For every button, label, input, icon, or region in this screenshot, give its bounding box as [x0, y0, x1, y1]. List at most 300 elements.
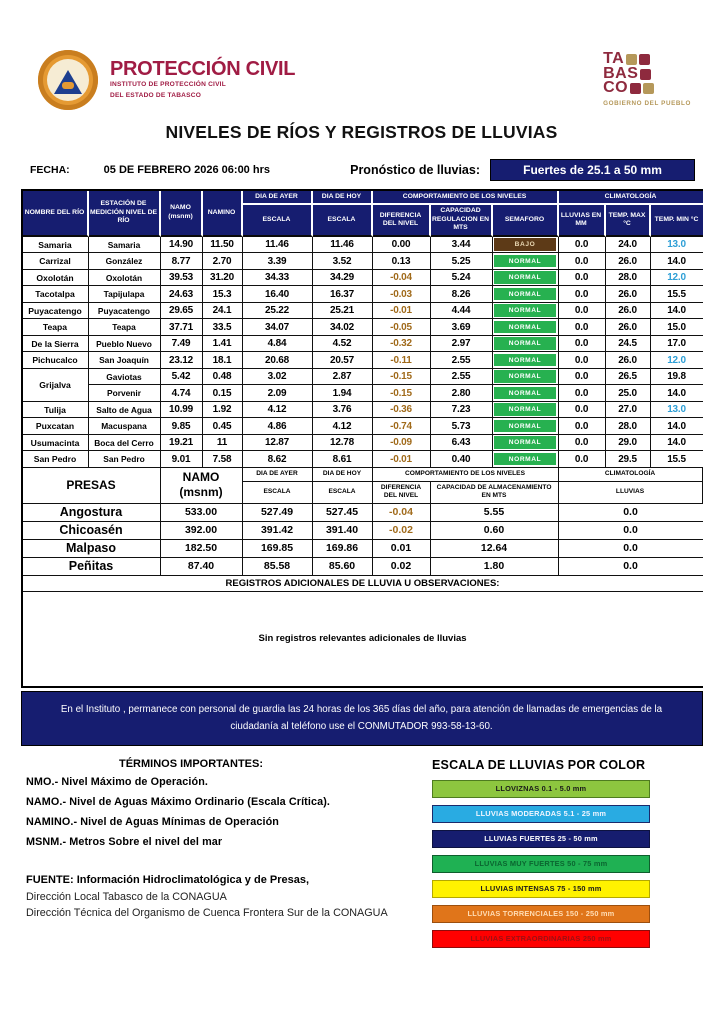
station-name: Porvenir: [89, 385, 161, 402]
regulation-capacity: 2.80: [431, 385, 493, 402]
presa-name: Peñitas: [23, 558, 161, 576]
namo-value: 37.71: [161, 319, 203, 336]
namino-value: 33.5: [203, 319, 243, 336]
col-presas-comportamiento: COMPORTAMIENTO DE LOS NIVELES: [373, 468, 559, 482]
today-scale: 34.29: [313, 270, 373, 287]
station-name: Macuspana: [89, 418, 161, 435]
today-scale: 2.87: [313, 369, 373, 386]
temp-max: 27.0: [606, 402, 651, 419]
sub-semaforo: SEMAFORO: [493, 205, 559, 236]
semaforo-cell: [493, 402, 559, 419]
river-name: Puxcatan: [23, 418, 89, 435]
regulation-capacity: 2.55: [431, 369, 493, 386]
yesterday-scale: 34.07: [243, 319, 313, 336]
presa-row: [23, 504, 703, 522]
temp-max: 26.0: [606, 286, 651, 303]
temp-max: 24.0: [606, 237, 651, 254]
rain-mm: 0.0: [559, 369, 606, 386]
temp-min: 17.0: [651, 336, 703, 353]
temp-min: 13.0: [651, 402, 703, 419]
col-nombre-rio: NOMBRE DEL RÍO: [23, 191, 89, 237]
today-scale: 8.61: [313, 451, 373, 468]
rain-mm: 0.0: [559, 237, 606, 254]
river-row: [23, 435, 703, 452]
semaforo-cell: [493, 418, 559, 435]
presas-sub-lluvias: LLUVIAS: [559, 482, 703, 504]
gobierno-caption: GOBIERNO DEL PUEBLO: [603, 100, 691, 108]
temp-max: 24.5: [606, 336, 651, 353]
namo-value: 19.21: [161, 435, 203, 452]
meta-row: [0, 159, 723, 181]
temp-max: 26.5: [606, 369, 651, 386]
presa-yesterday: 85.58: [243, 558, 313, 576]
station-name: Pueblo Nuevo: [89, 336, 161, 353]
term-item: NMO.- Nivel Máximo de Operación.: [26, 775, 208, 788]
namino-value: 0.48: [203, 369, 243, 386]
yesterday-scale: 34.33: [243, 270, 313, 287]
presa-name: Malpaso: [23, 540, 161, 558]
observaciones-text: Sin registros relevantes adicionales de lluvias: [23, 592, 703, 686]
namino-value: 24.1: [203, 303, 243, 320]
tabasco-glyph-icon: [643, 83, 654, 94]
namo-value: 9.85: [161, 418, 203, 435]
semaforo-badge: NORMAL: [494, 453, 556, 466]
river-row: [23, 319, 703, 336]
level-difference: -0.15: [373, 369, 431, 386]
rivers-body: [23, 237, 703, 686]
station-name: Oxolotán: [89, 270, 161, 287]
col-estacion: ESTACIÓN DE MEDICIÓN NIVEL DE RÍO: [89, 191, 161, 237]
semaforo-cell: [493, 352, 559, 369]
namo-value: 39.53: [161, 270, 203, 287]
presa-today: 169.86: [313, 540, 373, 558]
river-name: Oxolotán: [23, 270, 89, 287]
today-scale: 11.46: [313, 237, 373, 254]
station-name: Boca del Cerro: [89, 435, 161, 452]
page-title: NIVELES DE RÍOS Y REGISTROS DE LLUVIAS: [165, 122, 558, 142]
namo-label: NAMO: [170, 204, 191, 212]
yesterday-scale: 12.87: [243, 435, 313, 452]
presa-name: Chicoasén: [23, 522, 161, 540]
presas-sub-diferencia: DIFERENCIA DEL NIVEL: [373, 482, 431, 504]
semaforo-cell: [493, 253, 559, 270]
presas-header-row: [23, 468, 703, 482]
level-difference: 0.13: [373, 253, 431, 270]
yesterday-scale: 20.68: [243, 352, 313, 369]
regulation-capacity: 2.97: [431, 336, 493, 353]
rain-mm: 0.0: [559, 270, 606, 287]
namo-value: 5.42: [161, 369, 203, 386]
term-item: NAMO.- Nivel de Aguas Máximo Ordinario (Escala Crítica).: [26, 795, 330, 808]
regulation-capacity: 5.25: [431, 253, 493, 270]
river-name: Teapa: [23, 319, 89, 336]
fuente-line: Dirección Local Tabasco de la CONAGUA: [26, 890, 227, 903]
namino-value: 2.70: [203, 253, 243, 270]
rain-mm: 0.0: [559, 435, 606, 452]
level-difference: -0.74: [373, 418, 431, 435]
footer-section: [0, 758, 723, 955]
temp-max: 28.0: [606, 270, 651, 287]
river-row: [23, 418, 703, 435]
semaforo-badge: NORMAL: [494, 321, 556, 334]
level-difference: -0.05: [373, 319, 431, 336]
yesterday-scale: 25.22: [243, 303, 313, 320]
river-row: [23, 270, 703, 287]
today-scale: 4.12: [313, 418, 373, 435]
river-row: [23, 369, 703, 386]
today-scale: 12.78: [313, 435, 373, 452]
rivers-and-dams-table: [21, 189, 703, 688]
temp-min: 19.8: [651, 369, 703, 386]
presa-yesterday: 169.85: [243, 540, 313, 558]
rain-mm: 0.0: [559, 385, 606, 402]
tabasco-glyph-icon: [630, 83, 641, 94]
namino-value: 11: [203, 435, 243, 452]
rain-mm: 0.0: [559, 303, 606, 320]
fecha-label: FECHA:: [30, 164, 70, 176]
fuente-title: FUENTE: Información Hidroclimatológica y de Presas,: [26, 873, 310, 886]
presas-namo-label: NAMO: [182, 470, 220, 485]
col-namino: NAMINO: [203, 191, 243, 237]
regulation-capacity: 5.24: [431, 270, 493, 287]
semaforo-badge: NORMAL: [494, 288, 556, 301]
registros-title-row: [23, 576, 703, 592]
yesterday-scale: 4.84: [243, 336, 313, 353]
civil-protection-emblem-icon: [38, 50, 98, 110]
river-name: Tulija: [23, 402, 89, 419]
namino-value: 0.45: [203, 418, 243, 435]
semaforo-badge: NORMAL: [494, 403, 556, 416]
tabasco-logo: [603, 52, 691, 107]
scale-bar-fuertes: LLUVIAS FUERTES 25 - 50 mm: [432, 830, 650, 848]
namo-value: 23.12: [161, 352, 203, 369]
semaforo-badge: NORMAL: [494, 304, 556, 317]
today-scale: 20.57: [313, 352, 373, 369]
col-presas-ayer: DIA DE AYER: [243, 468, 313, 482]
presa-rain: 0.0: [559, 522, 703, 540]
tabasco-glyph-icon: [626, 54, 637, 65]
namino-value: 1.92: [203, 402, 243, 419]
col-presas: PRESAS: [23, 468, 161, 504]
rain-scale-legend: [418, 758, 701, 955]
yesterday-scale: 3.39: [243, 253, 313, 270]
today-scale: 34.02: [313, 319, 373, 336]
emblem-inner-circle: [47, 59, 89, 101]
today-scale: 1.94: [313, 385, 373, 402]
presa-rain: 0.0: [559, 558, 703, 576]
pronostico-label: Pronóstico de lluvias:: [350, 163, 480, 177]
namo-value: 8.77: [161, 253, 203, 270]
registros-body-row: [23, 592, 703, 686]
namo-value: 14.90: [161, 237, 203, 254]
scale-bar-extraordinarias: LLUVIAS EXTRAORDINARIAS 250 mm: [432, 930, 650, 948]
sub-escala-hoy: ESCALA: [313, 205, 373, 236]
semaforo-badge: NORMAL: [494, 436, 556, 449]
semaforo-badge: NORMAL: [494, 420, 556, 433]
rain-mm: 0.0: [559, 451, 606, 468]
col-climatologia: CLIMATOLOGÍA: [559, 191, 703, 205]
river-name: Usumacinta: [23, 435, 89, 452]
scale-bar-intensas: LLUVIAS INTENSAS 75 - 150 mm: [432, 880, 650, 898]
level-difference: -0.36: [373, 402, 431, 419]
namo-unit-label: (msnm): [168, 212, 193, 220]
scale-bar-torrenciales: LLUVIAS TORRENCIALES 150 - 250 mm: [432, 905, 650, 923]
today-scale: 16.37: [313, 286, 373, 303]
river-name: Samaria: [23, 237, 89, 254]
col-presas-hoy: DIA DE HOY: [313, 468, 373, 482]
semaforo-cell: [493, 270, 559, 287]
river-row: [23, 303, 703, 320]
notice-bar: En el Instituto , permanece con personal de guardia las 24 horas de los 365 días del año, para atención de llamadas de emergencias de la ciudadanía al teléfono use el CONMUTADOR 993-58-13-60.: [21, 691, 703, 746]
presa-difference: -0.02: [373, 522, 431, 540]
rain-mm: 0.0: [559, 319, 606, 336]
river-name: Pichucalco: [23, 352, 89, 369]
presa-yesterday: 391.42: [243, 522, 313, 540]
river-name: Grijalva: [23, 369, 89, 402]
today-scale: 3.52: [313, 253, 373, 270]
semaforo-cell: [493, 385, 559, 402]
namino-value: 31.20: [203, 270, 243, 287]
agency-subtitle-1: INSTITUTO DE PROTECCIÓN CIVIL: [110, 81, 226, 89]
temp-min: 15.5: [651, 286, 703, 303]
semaforo-badge: NORMAL: [494, 370, 556, 383]
level-difference: -0.04: [373, 270, 431, 287]
level-difference: -0.03: [373, 286, 431, 303]
temp-min: 12.0: [651, 270, 703, 287]
scale-title: ESCALA DE LLUVIAS POR COLOR: [432, 757, 646, 772]
registros-title: REGISTROS ADICIONALES DE LLUVIA U OBSERVACIONES:: [23, 576, 703, 592]
temp-max: 29.5: [606, 451, 651, 468]
agency-subtitle-2: DEL ESTADO DE TABASCO: [110, 92, 202, 99]
rain-mm: 0.0: [559, 253, 606, 270]
presas-sub-escala-hoy: ESCALA: [313, 482, 373, 504]
presa-namo: 533.00: [161, 504, 243, 522]
fuente-line: Dirección Técnica del Organismo de Cuenca Frontera Sur de la CONAGUA: [26, 906, 388, 919]
namo-value: 4.74: [161, 385, 203, 402]
rain-mm: 0.0: [559, 336, 606, 353]
level-difference: -0.09: [373, 435, 431, 452]
river-name: De la Sierra: [23, 336, 89, 353]
temp-min: 14.0: [651, 385, 703, 402]
level-difference: -0.01: [373, 451, 431, 468]
presa-storage: 0.60: [431, 522, 559, 540]
semaforo-badge: NORMAL: [494, 337, 556, 350]
yesterday-scale: 16.40: [243, 286, 313, 303]
station-name: Samaria: [89, 237, 161, 254]
yesterday-scale: 4.86: [243, 418, 313, 435]
regulation-capacity: 6.43: [431, 435, 493, 452]
presas-sub-capacidad: CAPACIDAD DE ALMACENAMIENTO EN MTS: [431, 482, 559, 504]
semaforo-badge: BAJO: [494, 238, 556, 251]
river-row: [23, 352, 703, 369]
proteccion-civil-logo: [38, 50, 295, 110]
station-name: Salto de Agua: [89, 402, 161, 419]
sub-capacidad: CAPACIDAD REGULACION EN MTS: [431, 205, 493, 236]
river-row: [23, 286, 703, 303]
station-name: Tapijulapa: [89, 286, 161, 303]
tabasco-text-ta: TA: [603, 50, 625, 67]
yesterday-scale: 11.46: [243, 237, 313, 254]
rivers-header: [23, 191, 703, 237]
regulation-capacity: 5.73: [431, 418, 493, 435]
terms-and-source: [26, 758, 418, 955]
river-row: [23, 385, 703, 402]
namino-value: 15.3: [203, 286, 243, 303]
pronostico-value-box: Fuertes de 25.1 a 50 mm: [490, 159, 695, 181]
regulation-capacity: 0.40: [431, 451, 493, 468]
presa-today: 85.60: [313, 558, 373, 576]
data-table: [23, 191, 703, 686]
namino-value: 18.1: [203, 352, 243, 369]
level-difference: -0.15: [373, 385, 431, 402]
river-row: [23, 253, 703, 270]
presa-name: Angostura: [23, 504, 161, 522]
temp-max: 26.0: [606, 352, 651, 369]
temp-max: 26.0: [606, 303, 651, 320]
semaforo-badge: NORMAL: [494, 255, 556, 268]
station-name: San Pedro: [89, 451, 161, 468]
semaforo-cell: [493, 451, 559, 468]
col-dia-ayer: DIA DE AYER: [243, 191, 313, 205]
presa-difference: 0.02: [373, 558, 431, 576]
presas-sub-escala-ayer: ESCALA: [243, 482, 313, 504]
temp-max: 28.0: [606, 418, 651, 435]
term-item: NAMINO.- Nivel de Aguas Mínimas de Operación: [26, 815, 279, 828]
presa-storage: 5.55: [431, 504, 559, 522]
col-comportamiento: COMPORTAMIENTO DE LOS NIVELES: [373, 191, 559, 205]
presa-row: [23, 522, 703, 540]
tabasco-row-3: [603, 81, 691, 96]
sub-escala-ayer: ESCALA: [243, 205, 313, 236]
station-name: San Joaquín: [89, 352, 161, 369]
semaforo-cell: [493, 286, 559, 303]
presa-row: [23, 540, 703, 558]
presa-namo: 392.00: [161, 522, 243, 540]
fecha-value: 05 DE FEBRERO 2026 06:00 hrs: [103, 164, 270, 176]
col-presas-climatologia: CLIMATOLOGÍA: [559, 468, 703, 482]
regulation-capacity: 2.55: [431, 352, 493, 369]
presa-today: 391.40: [313, 522, 373, 540]
today-scale: 4.52: [313, 336, 373, 353]
tabasco-text-bas: BAS: [603, 64, 639, 82]
temp-min: 12.0: [651, 352, 703, 369]
namo-value: 7.49: [161, 336, 203, 353]
presa-difference: -0.04: [373, 504, 431, 522]
regulation-capacity: 7.23: [431, 402, 493, 419]
semaforo-cell: [493, 369, 559, 386]
presa-rain: 0.0: [559, 540, 703, 558]
river-row: [23, 237, 703, 254]
presa-today: 527.45: [313, 504, 373, 522]
scale-bar-moderadas: LLUVIAS MODERADAS 5.1 - 25 mm: [432, 805, 650, 823]
temp-max: 26.0: [606, 253, 651, 270]
col-dia-hoy: DIA DE HOY: [313, 191, 373, 205]
regulation-capacity: 4.44: [431, 303, 493, 320]
col-presas-namo: [161, 468, 243, 504]
station-name: Gaviotas: [89, 369, 161, 386]
presa-storage: 1.80: [431, 558, 559, 576]
river-name: Carrizal: [23, 253, 89, 270]
river-name: San Pedro: [23, 451, 89, 468]
namo-value: 9.01: [161, 451, 203, 468]
level-difference: 0.00: [373, 237, 431, 254]
fuente-block: [26, 874, 418, 919]
semaforo-badge: NORMAL: [494, 271, 556, 284]
agency-text: [110, 59, 295, 101]
namino-value: 7.58: [203, 451, 243, 468]
tabasco-text-co: CO: [603, 79, 629, 97]
semaforo-cell: [493, 336, 559, 353]
rain-mm: 0.0: [559, 352, 606, 369]
rain-mm: 0.0: [559, 286, 606, 303]
today-scale: 3.76: [313, 402, 373, 419]
header: [0, 50, 723, 110]
semaforo-cell: [493, 303, 559, 320]
tabasco-glyph-icon: [639, 54, 650, 65]
presa-row: [23, 558, 703, 576]
river-name: Tacotalpa: [23, 286, 89, 303]
yesterday-scale: 4.12: [243, 402, 313, 419]
sub-temp-max: TEMP. MAX °C: [606, 205, 651, 236]
level-difference: -0.32: [373, 336, 431, 353]
namo-value: 29.65: [161, 303, 203, 320]
semaforo-badge: NORMAL: [494, 387, 556, 400]
semaforo-cell: [493, 319, 559, 336]
regulation-capacity: 3.69: [431, 319, 493, 336]
regulation-capacity: 8.26: [431, 286, 493, 303]
yesterday-scale: 8.62: [243, 451, 313, 468]
temp-max: 25.0: [606, 385, 651, 402]
namo-value: 10.99: [161, 402, 203, 419]
level-difference: -0.11: [373, 352, 431, 369]
rain-mm: 0.0: [559, 402, 606, 419]
scale-bar-muy-fuertes: LLUVIAS MUY FUERTES 50 - 75 mm: [432, 855, 650, 873]
temp-min: 14.0: [651, 253, 703, 270]
rain-mm: 0.0: [559, 418, 606, 435]
temp-min: 13.0: [651, 237, 703, 254]
namino-value: 1.41: [203, 336, 243, 353]
station-name: Teapa: [89, 319, 161, 336]
presa-namo: 87.40: [161, 558, 243, 576]
presa-rain: 0.0: [559, 504, 703, 522]
yesterday-scale: 3.02: [243, 369, 313, 386]
col-namo: [161, 191, 203, 237]
agency-title: PROTECCIÓN CIVIL: [110, 58, 296, 81]
namino-value: 0.15: [203, 385, 243, 402]
namo-value: 24.63: [161, 286, 203, 303]
semaforo-badge: NORMAL: [494, 354, 556, 367]
triangle-icon: [54, 70, 82, 94]
terms-title: TÉRMINOS IMPORTANTES:: [118, 757, 263, 770]
river-name: Puyacatengo: [23, 303, 89, 320]
sub-diferencia: DIFERENCIA DEL NIVEL: [373, 205, 431, 236]
presa-storage: 12.64: [431, 540, 559, 558]
yesterday-scale: 2.09: [243, 385, 313, 402]
station-name: Puyacatengo: [89, 303, 161, 320]
temp-min: 15.5: [651, 451, 703, 468]
presa-namo: 182.50: [161, 540, 243, 558]
semaforo-cell: [493, 237, 559, 254]
temp-min: 15.0: [651, 319, 703, 336]
sub-lluvias-mm: LLUVIAS EN MM: [559, 205, 606, 236]
level-difference: -0.01: [373, 303, 431, 320]
scale-bar-lloviznas: LLOVIZNAS 0.1 - 5.0 mm: [432, 780, 650, 798]
presa-yesterday: 527.49: [243, 504, 313, 522]
semaforo-cell: [493, 435, 559, 452]
temp-max: 26.0: [606, 319, 651, 336]
temp-min: 14.0: [651, 418, 703, 435]
regulation-capacity: 3.44: [431, 237, 493, 254]
